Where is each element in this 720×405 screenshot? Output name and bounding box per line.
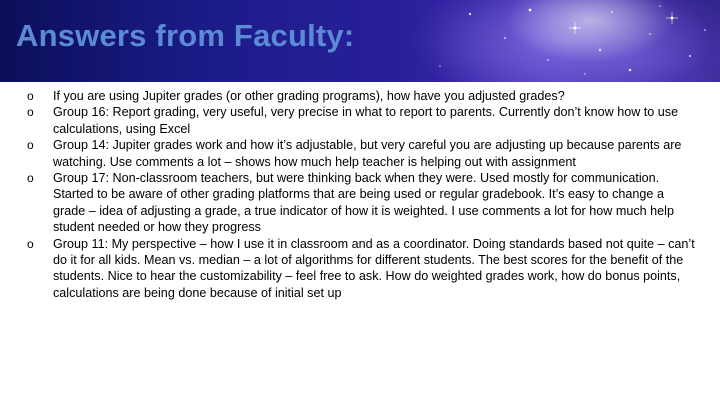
list-item [27,170,697,236]
list-item [27,104,697,137]
list-item-text: Group 14: Jupiter grades work and how it’s adjustable, but very careful you are adjusting up because parents are watching. Use comments a lot – shows how much help teacher is helping out with assignment [53,138,682,169]
list-item-text: Group 17: Non-classroom teachers, but were thinking back when they were. Used mostly for communication. Started to be aware of other grading platforms that are being used or regular gradebook. It’s easy to change a grade – idea of adjusting a grade, a true indicator of how it is weighted. I use comments a lot for how much help student needed or how they progress [53,171,674,235]
bullet-marker: o [27,105,34,120]
answers-list [27,88,697,301]
list-item [27,88,697,104]
list-item-text: If you are using Jupiter grades (or other grading programs), how have you adjusted grades? [53,89,565,103]
bullet-marker: o [27,89,34,103]
list-item [27,137,697,170]
bullet-marker: o [27,171,34,186]
title-banner [0,0,720,82]
bullet-marker: o [27,236,34,251]
slide-title: Answers from Faculty: [16,18,355,53]
list-item-text: Group 11: My perspective – how I use it in classroom and as a coordinator. Doing standards based not quite – can’t do it for all kids. Mean vs. median – a lot of algorithms for different students. The best scores for the benefit of the students. Nice to hear the customizability – feel free to ask. How do weighted grades work, how do bonus points, calculations are being done because of initial set up [53,236,695,300]
bullet-marker: o [27,138,34,153]
list-item [27,236,697,302]
list-item-text: Group 16: Report grading, very useful, very precise in what to report to parents. Currently don’t know how to use calculations, using Excel [53,105,679,136]
